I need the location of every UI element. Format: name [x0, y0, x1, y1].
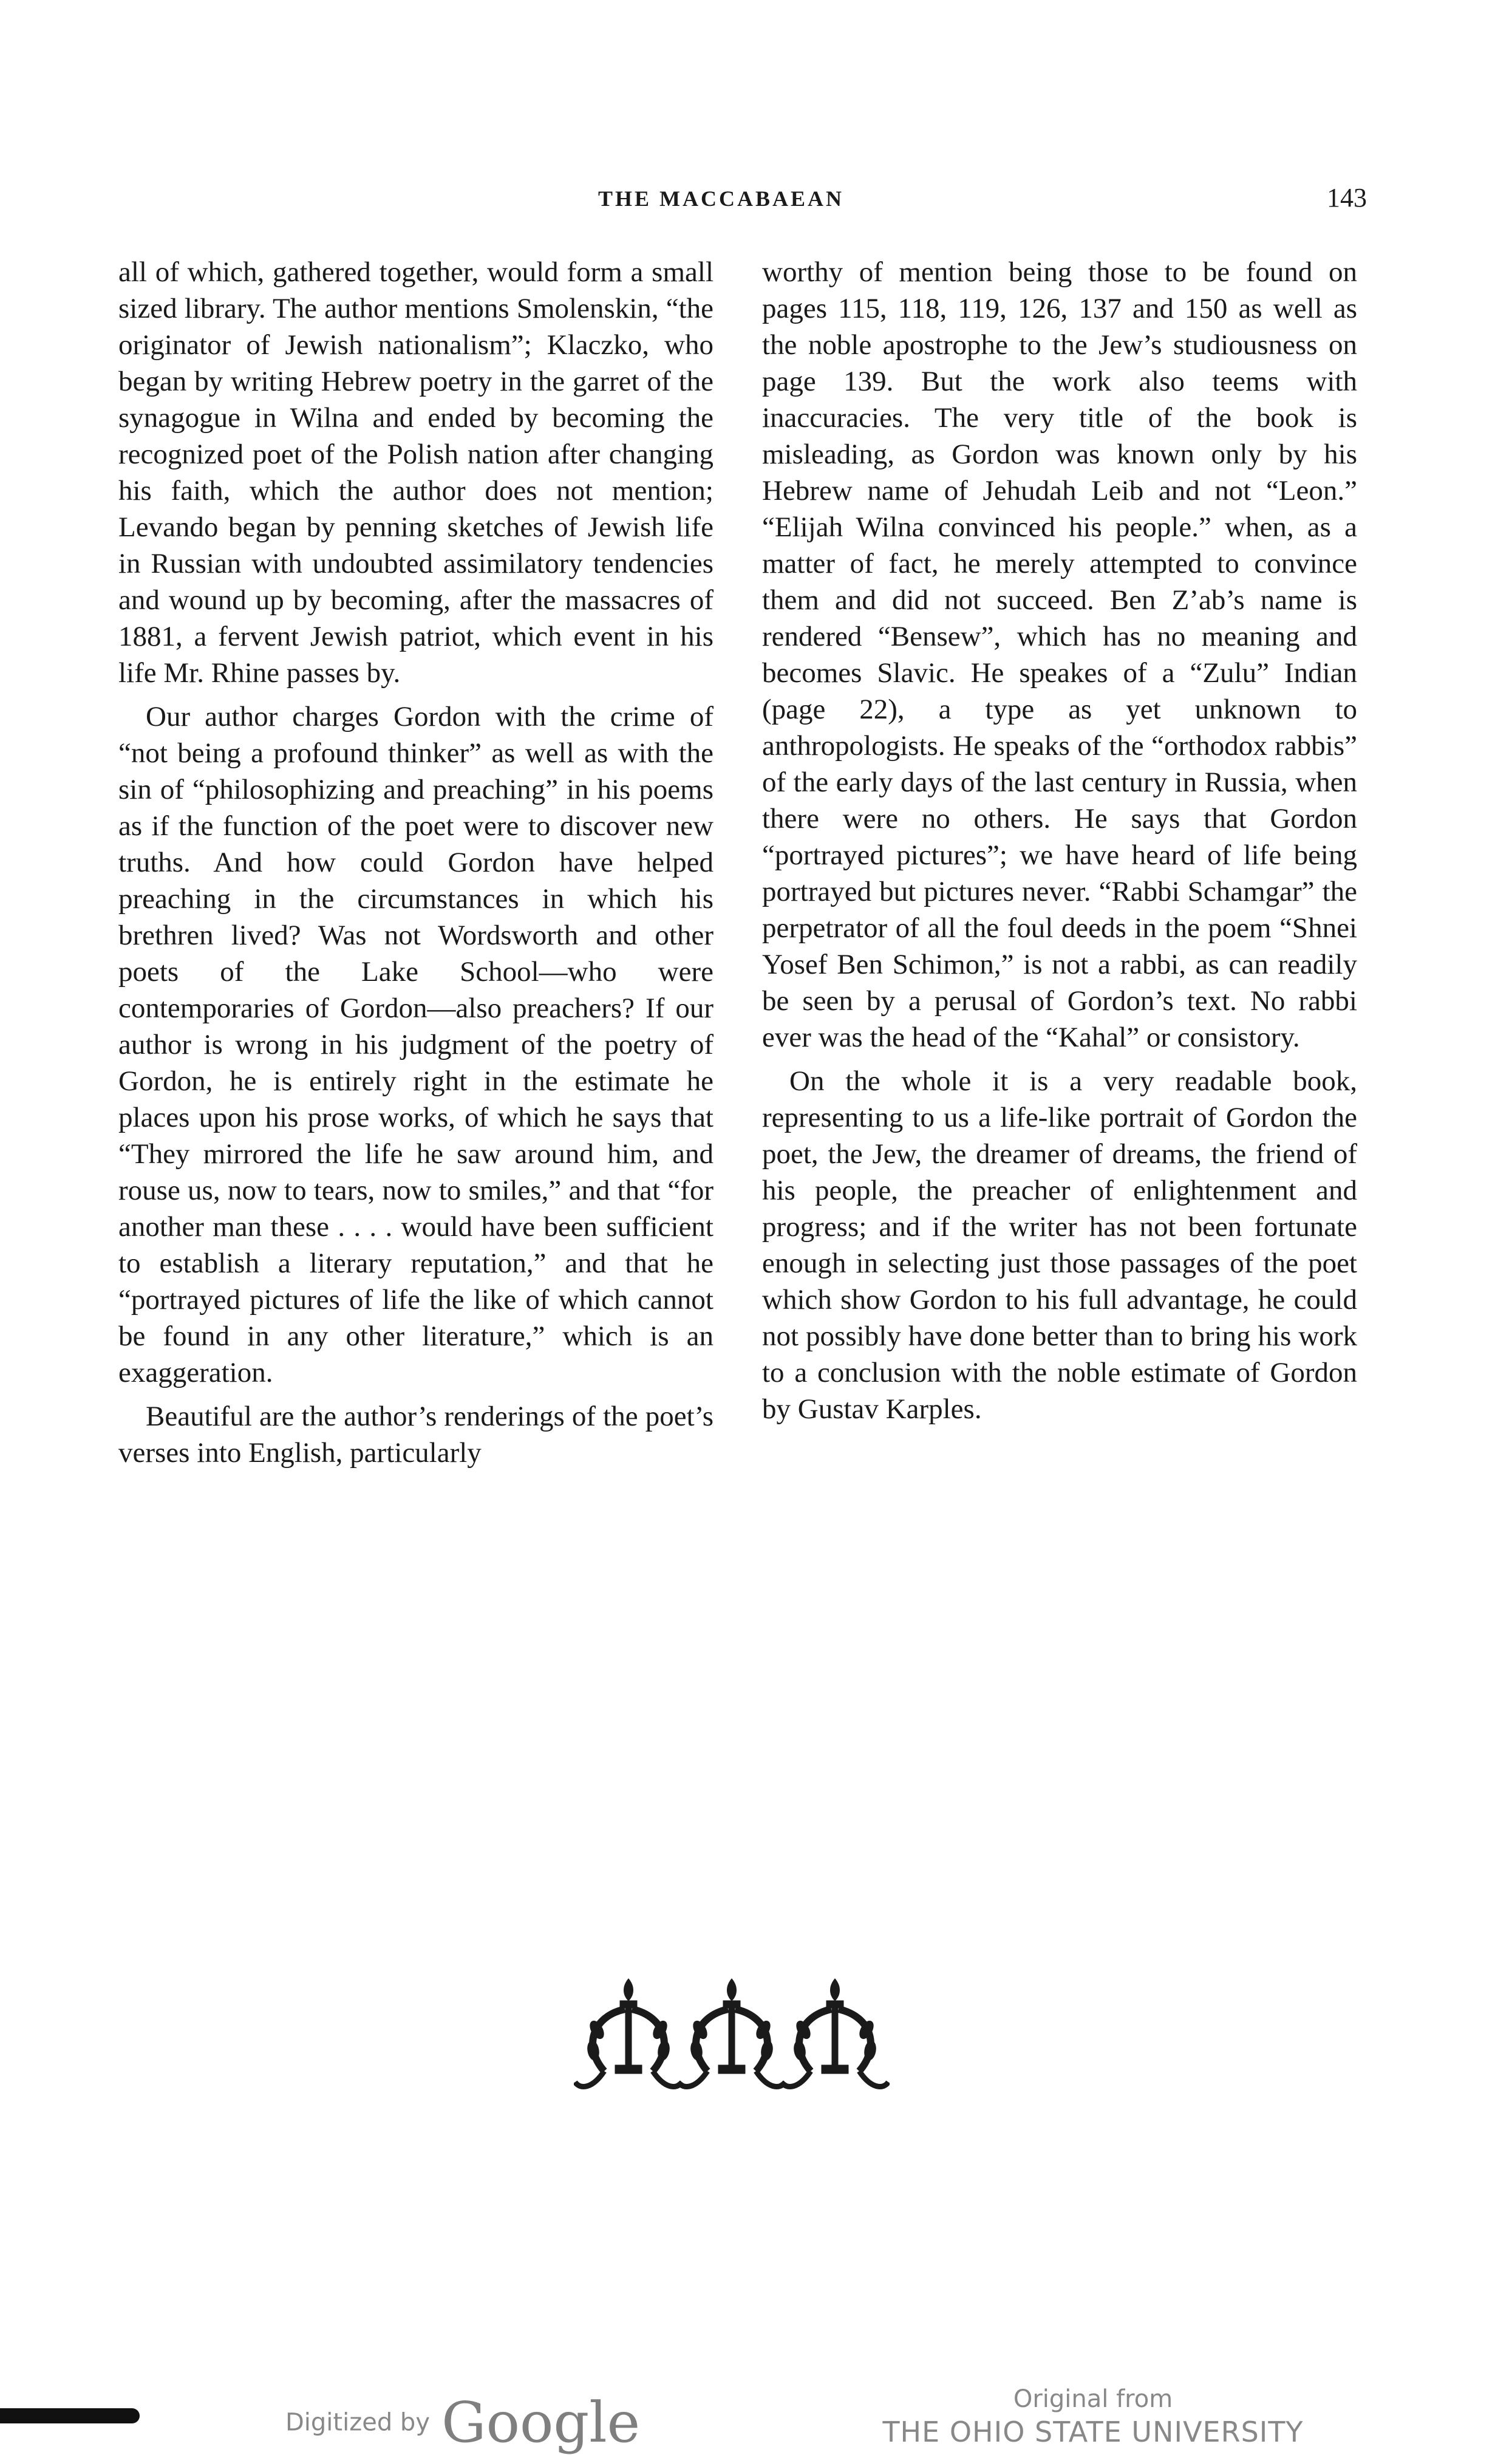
original-from-label: Original from — [1013, 2385, 1173, 2413]
menorah-wreath-ornament-icon — [574, 1974, 890, 2105]
running-title: THE MACCABAEAN — [598, 186, 845, 211]
page-number: 143 — [1327, 183, 1367, 213]
left-paragraph-2: Our author charges Gordon with the crime of “not being a profound thinker” as well as with the sin of “philosophizing and preaching” in his poems as if the function of the poet were to discover new truths. And how could Gordon have helped preaching in the circumstances in which his brethren lived? Was not Wordsworth and other poets of the Lake School—who were contemporaries of Gordon—also preachers? If our author is wrong in his judgment of the poetry of Gordon, he is entirely right in the estimate he places upon his prose works, of which he says that “They mirrored the life he saw around him, and rouse us, now to tears, now to smiles,” and that “for another man these . . . . would have been sufficient to establish a literary reputation,” and that he “portrayed pictures of life the like of which cannot be found in any other literature,” which is an exaggeration. — [118, 701, 713, 1388]
running-head — [0, 182, 1512, 219]
right-paragraph-1: worthy of mention being those to be found on pages 115, 118, 119, 126, 137 and 150 as well as the noble apostrophe to the Jew’s studiousness on page 139. But the work also teems with inaccuracies. The very title of the book is misleading, as Gordon was known only by his Hebrew name of Jehudah Leib and not “Leon.” “Elijah Wilna convinced his people.” when, as a matter of fact, he merely attempted to convince them and did not succeed. Ben Z’ab’s name is rendered “Bensew”, which has no meaning and becomes Slavic. He speakes of a “Zulu” Indian (page 22), a type as yet unknown to anthropologists. He speaks of the “orthodox rabbis” of the early days of the last century in Russia, when there were no others. He says that Gordon “portrayed pictures”; we have heard of life being portrayed but pictures never. “Rabbi Schamgar” the perpetrator of all the foul deeds in the poem “Shnei Yosef Ben Schimon,” is not a rabbi, as can readily be seen by a perusal of Gordon’s text. No rabbi ever was the head of the “Kahal” or consistory. — [762, 256, 1357, 1053]
left-paragraph-1: all of which, gathered together, would form a small sized library. The author mentions Smolenskin, “the originator of Jewish nationalism”; Klaczko, who began by writing Hebrew poetry in the garret of the synagogue in Wilna and ended by becoming the recognized poet of the Polish nation after changing his faith, which the author does not mention; Levando began by penning sketches of Jewish life in Russian with undoubted assimilatory tendencies and wound up by becoming, after the massacres of 1881, a fervent Jewish patriot, which event in his life Mr. Rhine passes by. — [118, 256, 713, 689]
digitized-by-watermark — [285, 2390, 641, 2455]
institution-name: THE OHIO STATE UNIVERSITY — [882, 2416, 1304, 2448]
right-paragraph-2: On the whole it is a very readable book, representing to us a life-like portrait of Gordon the poet, the Jew, the dreamer of dreams, the friend of his people, the preacher of enlightenment and progress; and if the writer has not been fortunate enough in selecting just those passages of the poet which show Gordon to his full advantage, he could not possibly have done better than to bring his work to a conclusion with the noble estimate of Gordon by Gustav Karples. — [762, 1065, 1357, 1425]
digitized-by-label: Digitized by — [285, 2408, 430, 2437]
left-column — [118, 254, 713, 1478]
source-watermark — [880, 2384, 1306, 2450]
right-column — [762, 254, 1357, 1435]
google-wordmark: Google — [441, 2390, 641, 2455]
left-paragraph-3: Beautiful are the author’s renderings of the poet’s verses into English, particularly — [118, 1401, 713, 1469]
scan-edge-mark — [0, 2408, 140, 2423]
